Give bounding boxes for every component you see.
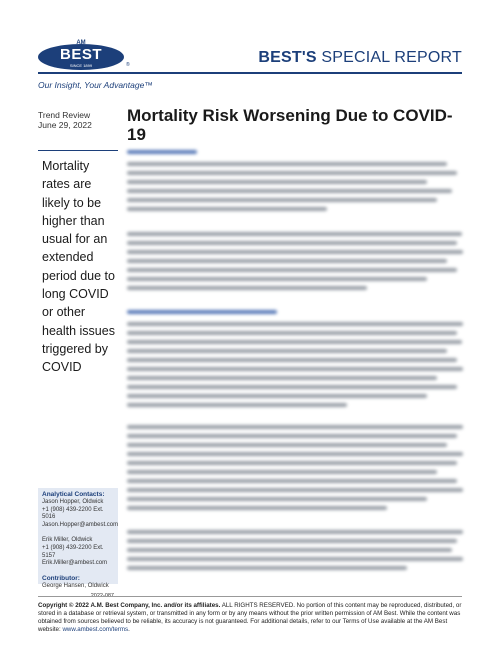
footer-rule <box>38 596 462 597</box>
blurred-text-line <box>127 566 407 570</box>
blurred-text-line <box>127 310 277 314</box>
blurred-body-text <box>127 150 463 580</box>
terms-link[interactable]: www.ambest.com/terms <box>62 626 129 633</box>
blurred-text-line <box>127 198 437 202</box>
blurred-text-line <box>127 479 457 483</box>
blurred-text-line <box>127 367 463 371</box>
page-title: Mortality Risk Worsening Due to COVID-19 <box>127 106 453 144</box>
tagline: Our Insight, Your Advantage™ <box>38 80 153 90</box>
logo-best-text: BEST <box>59 46 102 63</box>
pull-quote: Mortality rates are likely to be higher than usual for an extended period due to long COVID or other health issues triggered by COVID <box>42 159 115 375</box>
blurred-text-line <box>127 530 463 534</box>
blurred-text-line <box>127 385 457 389</box>
blurred-text-line <box>127 443 447 447</box>
blurred-text-line <box>127 425 463 429</box>
blurred-text-line <box>127 180 427 184</box>
blurred-text-line <box>127 340 462 344</box>
blurred-text-line <box>127 259 447 263</box>
contact-phone: +1 (908) 439-2200 Ext. 5157 <box>42 544 104 559</box>
report-title-bold: BEST'S <box>258 49 317 66</box>
blurred-text-line <box>127 331 457 335</box>
blurred-text-line <box>127 286 367 290</box>
blurred-text-line <box>127 358 457 362</box>
blurred-text-line <box>127 497 427 501</box>
blurred-text-line <box>127 461 457 465</box>
contact-email[interactable]: Erik.Miller@ambest.com <box>42 560 108 567</box>
blurred-text-line <box>127 548 452 552</box>
contact-phone: +1 (908) 439-2200 Ext. 5016 <box>42 506 104 521</box>
blurred-text-line <box>127 349 447 353</box>
blurred-text-line <box>127 506 387 510</box>
blurred-text-line <box>127 376 437 380</box>
review-date: June 29, 2022 <box>38 120 92 130</box>
blurred-text-line <box>127 322 463 326</box>
am-best-logo <box>38 40 130 74</box>
contact-name: Erik Miller, Oldwick <box>42 536 93 543</box>
report-type-title <box>258 49 462 67</box>
pull-quote-box <box>38 150 118 375</box>
blurred-text-line <box>127 452 463 456</box>
copyright-text: ALL RIGHTS RESERVED. No portion of this content may be reproduced, distributed, or stored in a database or retrieval system, or transmitted in any form or by any means without the prior written permission of AM Best. While the content was obtained from sources believed to be reliable, its accuracy is not guaranteed. For additional details, refer to our Terms of Use available at the AM Best website: <box>38 602 462 633</box>
blurred-text-line <box>127 171 457 175</box>
review-type: Trend Review <box>38 110 91 120</box>
blurred-text-line <box>127 403 347 407</box>
registered-mark: ® <box>126 62 130 68</box>
analytical-contacts-heading: Analytical Contacts: <box>42 491 105 498</box>
analytical-contacts-box <box>38 488 119 589</box>
logo-since-text: SINCE 1899 <box>69 63 93 68</box>
blurred-text-line <box>127 241 457 245</box>
blurred-text-line <box>127 207 327 211</box>
blurred-text-line <box>127 470 437 474</box>
contributor-heading: Contributor: <box>42 575 80 583</box>
blurred-text-line <box>127 189 452 193</box>
copyright-bold: Copyright © 2022 A.M. Best Company, Inc. and/or its affiliates. <box>38 602 221 609</box>
blurred-text-line <box>127 557 463 561</box>
blurred-text-line <box>127 268 457 272</box>
blurred-text-line <box>127 277 427 281</box>
blurred-text-line <box>127 539 457 543</box>
blurred-text-line <box>127 150 197 154</box>
blurred-text-line <box>127 394 427 398</box>
blurred-text-line <box>127 232 462 236</box>
terms-end: . <box>128 626 130 633</box>
blurred-text-line <box>127 162 447 166</box>
blurred-text-line <box>127 434 457 438</box>
report-title-rest: SPECIAL REPORT <box>321 49 462 66</box>
logo-am-text: AM <box>76 40 86 46</box>
header-rule <box>38 72 462 74</box>
blurred-text-line <box>127 488 463 492</box>
contact-name: Jason Hopper, Oldwick <box>42 498 104 505</box>
blurred-text-line <box>127 250 463 254</box>
contact-email[interactable]: Jason.Hopper@ambest.com <box>42 522 119 529</box>
copyright-footer <box>38 602 462 634</box>
contributor-name: George Hansen, Oldwick <box>42 582 109 589</box>
